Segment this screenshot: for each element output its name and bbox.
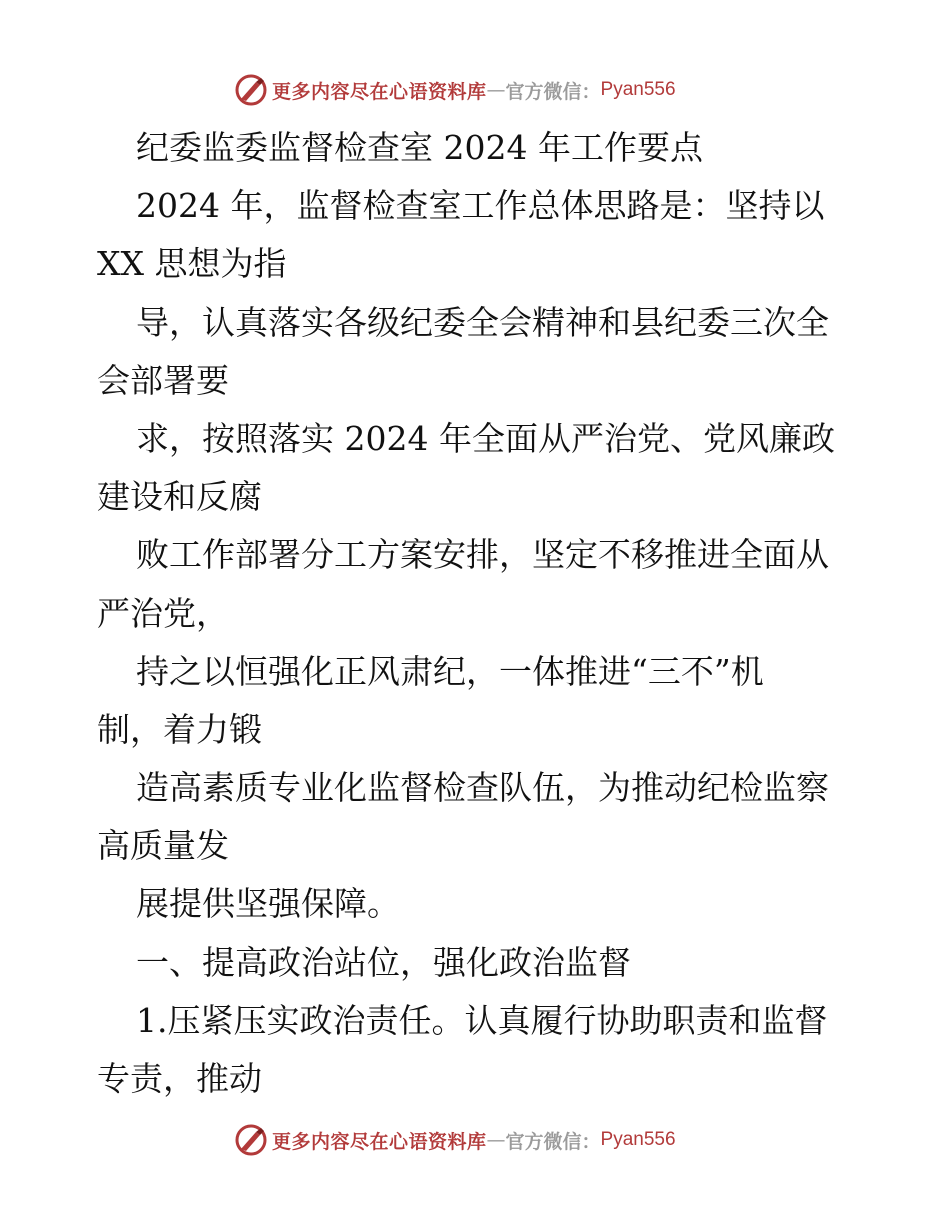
paragraph-line: 展提供坚强保障。 <box>136 884 400 924</box>
official-wechat-label: 官方微信： <box>505 80 601 103</box>
paragraph-line: 严治党， <box>97 593 229 633</box>
paragraph-line: 败工作部署分工方案安排，坚定不移推进全面从 <box>136 535 829 575</box>
official-wechat-label: 官方微信： <box>505 1130 601 1153</box>
paragraph-line: 专责，推动 <box>97 1059 262 1098</box>
footer-banner <box>234 1120 676 1160</box>
banner-separator: — <box>486 1129 506 1151</box>
paragraph-line: 2024 年，监督检查室工作总体思路是：坚持以 <box>136 186 825 226</box>
banner-text: 更多内容尽在心语资料库 <box>272 1130 487 1153</box>
section-heading: 一、提高政治站位，强化政治监督 <box>136 942 631 982</box>
paragraph-line: 求，按照落实 2024 年全面从严治党、党风廉政 <box>136 418 835 458</box>
pen-seal-logo-icon <box>234 1123 268 1157</box>
paragraph-line: 建设和反腐 <box>97 477 262 517</box>
document-title: 纪委监委监督检查室 2024 年工作要点 <box>136 128 703 167</box>
header-banner <box>234 70 676 110</box>
wechat-id: Pyan556 <box>600 1129 676 1150</box>
paragraph-line: 导，认真落实各级纪委全会精神和县纪委三次全 <box>136 302 829 342</box>
paragraph-line: 1.压紧压实政治责任。认真履行协助职责和监督 <box>136 1000 828 1040</box>
banner-text: 更多内容尽在心语资料库 <box>272 80 487 103</box>
paragraph-line: XX 思想为指 <box>97 244 287 284</box>
paragraph-line: 会部署要 <box>97 360 229 400</box>
paragraph-line: 制，着力锻 <box>97 709 262 749</box>
banner-separator: — <box>486 79 506 101</box>
paragraph-line: 造高素质专业化监督检查队伍，为推动纪检监察 <box>136 768 829 808</box>
document-body <box>97 119 857 1108</box>
paragraph-line: 高质量发 <box>97 826 229 866</box>
pen-seal-logo-icon <box>234 73 268 107</box>
paragraph-line: 持之以恒强化正风肃纪，一体推进“三不”机 <box>136 651 764 691</box>
wechat-id: Pyan556 <box>600 79 676 100</box>
